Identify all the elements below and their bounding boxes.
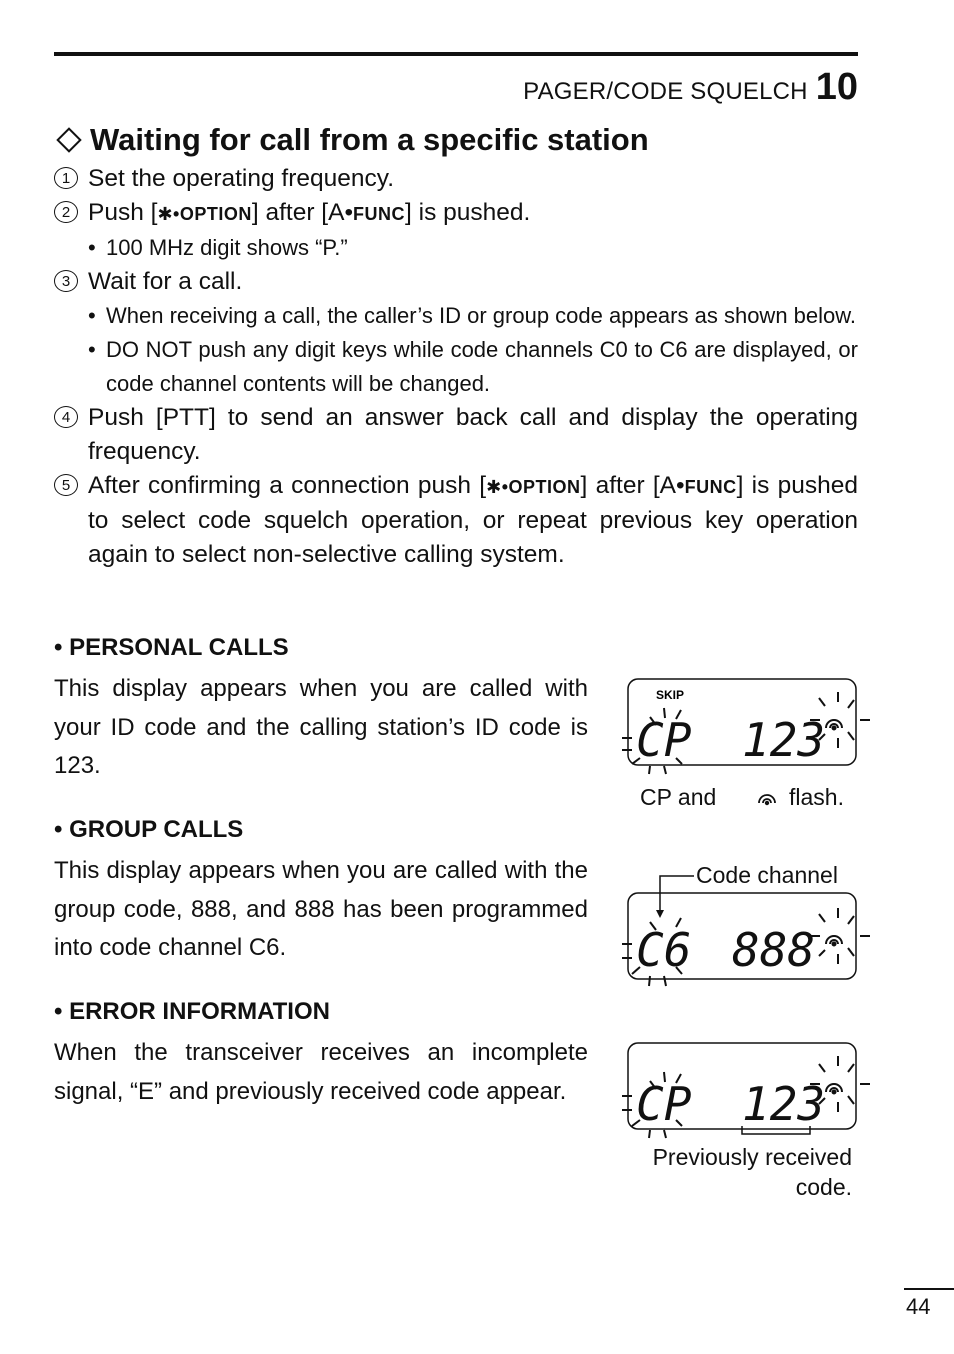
header-rule — [54, 52, 858, 56]
step-text: Push [✱•OPTION] after [A•FUNC] is pushed. — [88, 199, 531, 226]
step-text: Wait for a call. — [88, 268, 243, 295]
error-info-lcd — [614, 1036, 874, 1146]
lcd-left-code: C6 — [636, 923, 692, 977]
step-number: 5 — [54, 474, 78, 496]
step-number: 1 — [54, 167, 78, 189]
error-info-heading: • ERROR INFORMATION — [54, 998, 330, 1025]
signal-icon — [756, 788, 778, 806]
lcd-right-code: 123 — [742, 1077, 826, 1131]
lcd-left-code: CP — [636, 713, 692, 767]
error-caption-line1: Previously received — [652, 1144, 852, 1170]
signal-icon — [826, 720, 842, 730]
step-number: 3 — [54, 270, 78, 292]
personal-caption-b: flash. — [789, 784, 844, 810]
callout-leader — [660, 876, 694, 914]
step-number: 4 — [54, 406, 78, 428]
step-2 — [54, 196, 858, 231]
skip-indicator: SKIP — [656, 688, 685, 702]
steps-list — [54, 162, 858, 572]
lcd-right-code: 888 — [732, 923, 816, 977]
heading-text: Waiting for call from a specific station — [90, 122, 649, 157]
signal-icon — [826, 1084, 842, 1094]
func-key: FUNC — [684, 477, 737, 497]
page-number: 44 — [906, 1294, 931, 1319]
lcd-right-code: 123 — [742, 713, 826, 767]
diamond-icon — [56, 127, 81, 152]
step-4 — [54, 401, 858, 469]
lcd-left-code: CP — [636, 1077, 692, 1131]
note: • DO NOT push any digit keys while code channels C0 to C6 are displayed, or code channel contents will be changed. — [88, 337, 858, 396]
note: • 100 MHz digit shows “P.” — [88, 235, 348, 260]
personal-caption-a: CP and — [640, 784, 717, 810]
step-text: Push [PTT] to send an answer back call and display the operating frequency. — [88, 404, 858, 465]
error-caption-line2: code. — [795, 1174, 852, 1200]
step-1 — [54, 162, 858, 196]
callout-arrow-icon — [656, 910, 664, 918]
signal-icon — [826, 936, 842, 946]
section-title: PAGER/CODE SQUELCH — [523, 78, 808, 105]
code-channel-callout: Code channel — [696, 862, 838, 888]
footer-rule — [904, 1288, 954, 1290]
personal-calls-body: This display appears when you are called with your ID code and the calling station’s ID code is 123. — [54, 675, 588, 779]
section-number: 10 — [815, 66, 858, 108]
option-key: ✱•OPTION — [157, 204, 252, 224]
step-3 — [54, 265, 858, 299]
error-info-body: When the transceiver receives an incomplete signal, “E” and previously received code appear. — [54, 1039, 588, 1105]
group-calls-body: This display appears when you are called with the group code, 888, and 888 has been programmed into code channel C6. — [54, 857, 588, 961]
note: • When receiving a call, the caller’s ID or group code appears as shown below. — [88, 303, 857, 328]
step-number: 2 — [54, 201, 78, 223]
heading — [54, 122, 649, 158]
func-key: FUNC — [353, 204, 406, 224]
group-calls-lcd — [614, 866, 874, 996]
group-calls-heading: • GROUP CALLS — [54, 816, 244, 843]
page-header — [523, 66, 858, 109]
step-text: Set the operating frequency. — [88, 165, 394, 192]
personal-calls-lcd — [614, 672, 874, 782]
option-key: ✱•OPTION — [486, 477, 581, 497]
step-5 — [54, 469, 858, 572]
personal-calls-heading: • PERSONAL CALLS — [54, 634, 289, 661]
step-text: After confirming a connection push [✱•OPTION] after [A•FUNC] is pushed to select code squelch operation, or repeat previous key operation again to select non-selective calling system. — [88, 472, 858, 568]
